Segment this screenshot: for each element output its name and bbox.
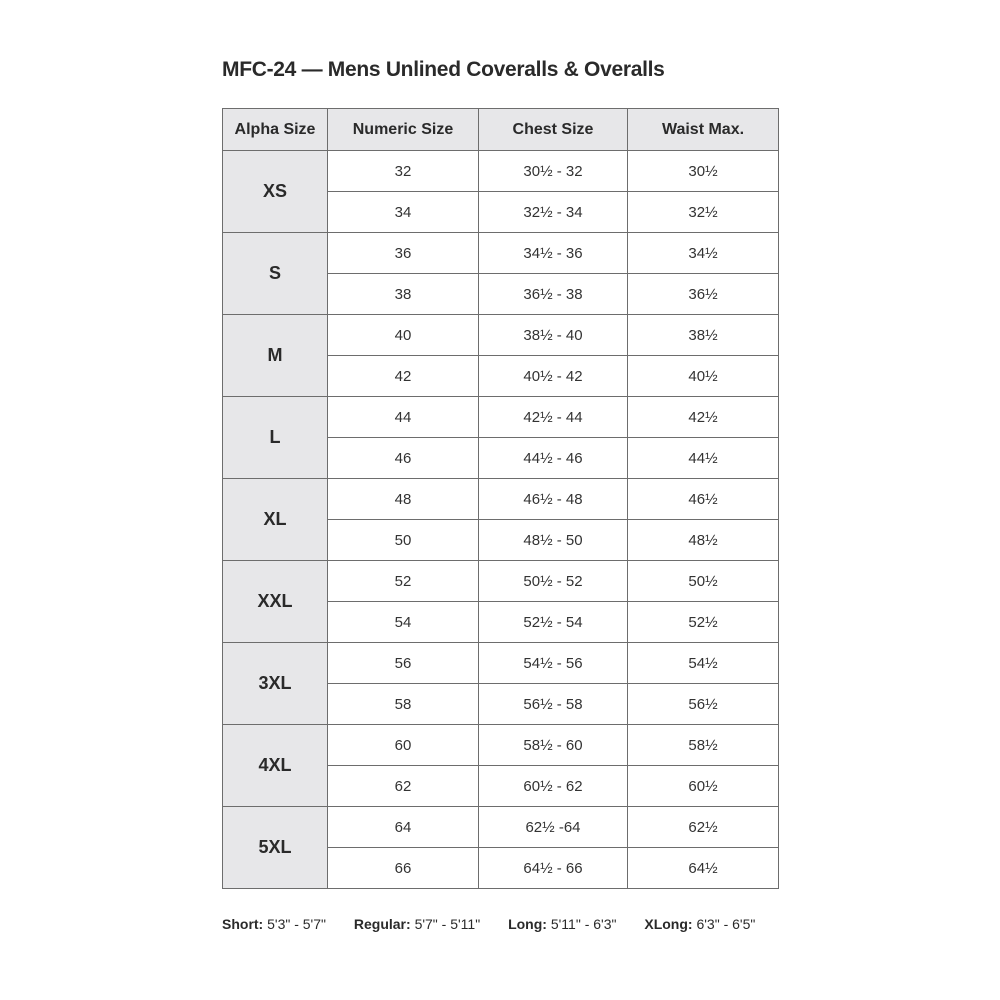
chest-size-cell: 50½ - 52 bbox=[479, 561, 628, 602]
numeric-size-cell: 32 bbox=[328, 151, 479, 192]
page-title: MFC-24 — Mens Unlined Coveralls & Overalls bbox=[222, 58, 665, 81]
table-row bbox=[223, 561, 779, 602]
numeric-size-cell: 48 bbox=[328, 479, 479, 520]
chest-size-cell: 56½ - 58 bbox=[479, 684, 628, 725]
chest-size-cell: 44½ - 46 bbox=[479, 438, 628, 479]
length-label: Long: bbox=[508, 916, 547, 932]
chest-size-cell: 40½ - 42 bbox=[479, 356, 628, 397]
numeric-size-cell: 50 bbox=[328, 520, 479, 561]
header-chest-size: Chest Size bbox=[479, 109, 628, 151]
waist-max-cell: 56½ bbox=[628, 684, 779, 725]
numeric-size-cell: 52 bbox=[328, 561, 479, 602]
chest-size-cell: 46½ - 48 bbox=[479, 479, 628, 520]
alpha-size-cell: XL bbox=[223, 479, 328, 561]
chest-size-cell: 58½ - 60 bbox=[479, 725, 628, 766]
numeric-size-cell: 42 bbox=[328, 356, 479, 397]
waist-max-cell: 42½ bbox=[628, 397, 779, 438]
length-xlong bbox=[644, 916, 755, 932]
waist-max-cell: 48½ bbox=[628, 520, 779, 561]
table-row bbox=[223, 397, 779, 438]
numeric-size-cell: 38 bbox=[328, 274, 479, 315]
alpha-size-cell: XS bbox=[223, 151, 328, 233]
header-row bbox=[223, 109, 779, 151]
chest-size-cell: 64½ - 66 bbox=[479, 848, 628, 889]
numeric-size-cell: 34 bbox=[328, 192, 479, 233]
numeric-size-cell: 66 bbox=[328, 848, 479, 889]
waist-max-cell: 46½ bbox=[628, 479, 779, 520]
header-waist-max: Waist Max. bbox=[628, 109, 779, 151]
length-value: 5'3" - 5'7" bbox=[267, 916, 326, 932]
length-long bbox=[508, 916, 616, 932]
chest-size-cell: 36½ - 38 bbox=[479, 274, 628, 315]
waist-max-cell: 50½ bbox=[628, 561, 779, 602]
waist-max-cell: 58½ bbox=[628, 725, 779, 766]
alpha-size-cell: 3XL bbox=[223, 643, 328, 725]
length-value: 6'3" - 6'5" bbox=[696, 916, 756, 932]
header-numeric-size: Numeric Size bbox=[328, 109, 479, 151]
numeric-size-cell: 64 bbox=[328, 807, 479, 848]
waist-max-cell: 32½ bbox=[628, 192, 779, 233]
length-value: 5'11" - 6'3" bbox=[550, 916, 617, 932]
waist-max-cell: 60½ bbox=[628, 766, 779, 807]
waist-max-cell: 64½ bbox=[628, 848, 779, 889]
alpha-size-cell: M bbox=[223, 315, 328, 397]
waist-max-cell: 62½ bbox=[628, 807, 779, 848]
numeric-size-cell: 58 bbox=[328, 684, 479, 725]
alpha-size-cell: L bbox=[223, 397, 328, 479]
waist-max-cell: 40½ bbox=[628, 356, 779, 397]
table-row bbox=[223, 725, 779, 766]
length-label: Short: bbox=[222, 916, 264, 932]
numeric-size-cell: 60 bbox=[328, 725, 479, 766]
waist-max-cell: 30½ bbox=[628, 151, 779, 192]
table-row bbox=[223, 807, 779, 848]
waist-max-cell: 54½ bbox=[628, 643, 779, 684]
table-row bbox=[223, 233, 779, 274]
table-row bbox=[223, 315, 779, 356]
numeric-size-cell: 36 bbox=[328, 233, 479, 274]
table-row bbox=[223, 643, 779, 684]
table-body bbox=[223, 151, 779, 889]
length-short bbox=[222, 916, 326, 932]
table-row bbox=[223, 479, 779, 520]
header-alpha-size: Alpha Size bbox=[223, 109, 328, 151]
chest-size-cell: 62½ -64 bbox=[479, 807, 628, 848]
waist-max-cell: 34½ bbox=[628, 233, 779, 274]
numeric-size-cell: 46 bbox=[328, 438, 479, 479]
length-regular bbox=[354, 916, 480, 932]
waist-max-cell: 44½ bbox=[628, 438, 779, 479]
chest-size-cell: 48½ - 50 bbox=[479, 520, 628, 561]
waist-max-cell: 36½ bbox=[628, 274, 779, 315]
alpha-size-cell: 4XL bbox=[223, 725, 328, 807]
waist-max-cell: 52½ bbox=[628, 602, 779, 643]
numeric-size-cell: 40 bbox=[328, 315, 479, 356]
length-label: Regular: bbox=[353, 916, 411, 932]
chest-size-cell: 60½ - 62 bbox=[479, 766, 628, 807]
numeric-size-cell: 62 bbox=[328, 766, 479, 807]
numeric-size-cell: 44 bbox=[328, 397, 479, 438]
alpha-size-cell: S bbox=[223, 233, 328, 315]
alpha-size-cell: XXL bbox=[223, 561, 328, 643]
numeric-size-cell: 54 bbox=[328, 602, 479, 643]
chest-size-cell: 38½ - 40 bbox=[479, 315, 628, 356]
chest-size-cell: 52½ - 54 bbox=[479, 602, 628, 643]
waist-max-cell: 38½ bbox=[628, 315, 779, 356]
table-header bbox=[223, 109, 779, 151]
alpha-size-cell: 5XL bbox=[223, 807, 328, 889]
numeric-size-cell: 56 bbox=[328, 643, 479, 684]
chest-size-cell: 30½ - 32 bbox=[479, 151, 628, 192]
length-legend bbox=[222, 916, 779, 932]
chest-size-cell: 42½ - 44 bbox=[479, 397, 628, 438]
chest-size-cell: 54½ - 56 bbox=[479, 643, 628, 684]
chest-size-cell: 34½ - 36 bbox=[479, 233, 628, 274]
length-value: 5'7" - 5'11" bbox=[414, 916, 481, 932]
table-row bbox=[223, 151, 779, 192]
size-chart-table bbox=[222, 108, 779, 889]
chest-size-cell: 32½ - 34 bbox=[479, 192, 628, 233]
length-label: XLong: bbox=[644, 916, 693, 932]
